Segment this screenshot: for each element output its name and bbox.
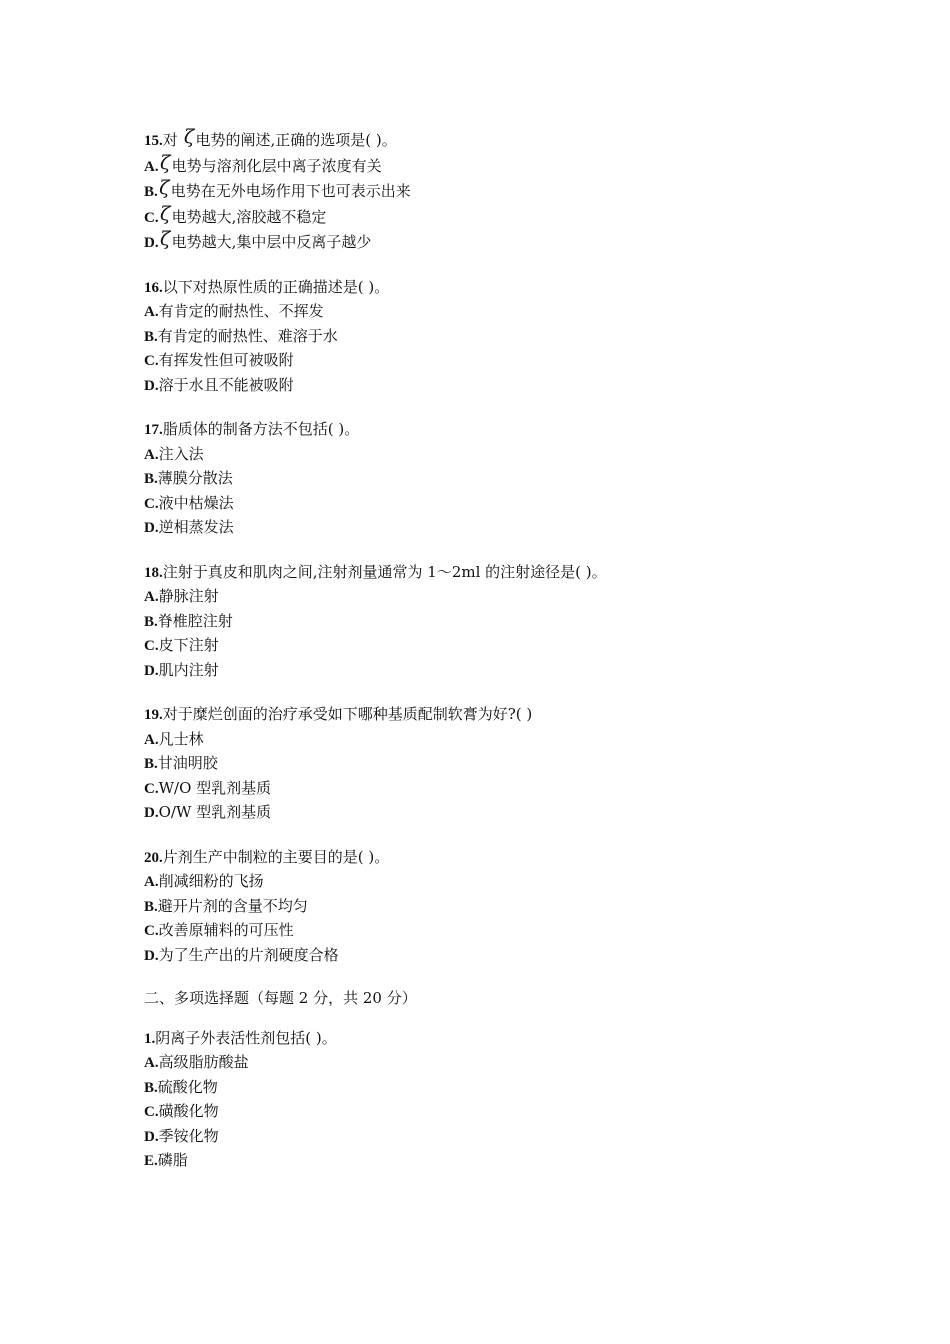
stem-text: 注射于真皮和肌肉之间,注射剂量通常为 1～2ml 的注射途径是( )。 (162, 562, 607, 581)
option-letter: E. (144, 1153, 158, 1169)
option-c (144, 1100, 824, 1125)
question-stem (144, 276, 824, 301)
zeta-symbol: ζ (159, 202, 171, 225)
option-letter: B. (144, 471, 158, 487)
option-b (144, 610, 824, 635)
question-15 (144, 128, 824, 256)
question-stem (144, 128, 824, 154)
option-letter: B. (144, 756, 158, 772)
option-c (144, 349, 824, 374)
option-letter: A. (144, 304, 159, 320)
option-letter: C. (144, 353, 159, 369)
option-text: 皮下注射 (158, 636, 219, 654)
option-letter: C. (144, 1104, 159, 1120)
option-text: 有肯定的耐热性、不挥发 (158, 302, 324, 320)
option-letter: C. (144, 780, 159, 797)
option-letter: A. (144, 589, 159, 605)
option-text: 静脉注射 (158, 587, 219, 605)
option-b (144, 1076, 824, 1101)
option-letter: A. (144, 874, 159, 890)
option-text: 电势越大,集中层中反离子越少 (171, 233, 372, 251)
option-text: 磷脂 (157, 1151, 188, 1169)
option-text: 注入法 (158, 444, 204, 463)
option-b (144, 179, 824, 205)
option-letter: B. (144, 184, 158, 200)
question-number: 20. (144, 849, 163, 866)
option-b (144, 467, 824, 492)
option-b (144, 752, 824, 777)
option-text: 改善原辅料的可压性 (158, 921, 294, 939)
zeta-symbol: ζ (183, 126, 195, 148)
option-letter: A. (144, 1055, 159, 1071)
option-b (144, 895, 824, 920)
option-letter: B. (144, 613, 158, 630)
option-c (144, 777, 824, 802)
multi-question-1 (144, 1027, 824, 1174)
option-a (144, 870, 824, 895)
question-20 (144, 846, 824, 969)
option-text: 凡士林 (158, 729, 204, 748)
option-d (144, 230, 824, 256)
option-d (144, 944, 824, 969)
section-heading: 二、多项选择题（每题 2 分，共 20 分） (144, 989, 417, 1007)
option-d (144, 374, 824, 399)
option-letter: D. (144, 1128, 159, 1145)
option-text: 逆相蒸发法 (158, 518, 234, 536)
stem-text: 对 (162, 131, 183, 149)
option-text: 有挥发性但可被吸附 (158, 351, 294, 369)
option-letter: B. (144, 1079, 158, 1096)
option-text: 季铵化物 (158, 1126, 219, 1145)
option-a (144, 443, 824, 468)
option-text: 电势越大,溶胶越不稳定 (171, 207, 327, 226)
option-letter: C. (144, 638, 159, 654)
question-number: 1. (144, 1030, 156, 1047)
question-16 (144, 276, 824, 399)
option-e (144, 1149, 824, 1174)
option-letter: A. (144, 446, 159, 463)
option-text: 溶于水且不能被吸附 (158, 375, 294, 394)
question-stem (144, 1027, 824, 1052)
option-letter: C. (144, 923, 159, 939)
zeta-symbol: ζ (159, 151, 171, 174)
option-d (144, 801, 824, 826)
option-b (144, 325, 824, 350)
question-stem (144, 561, 824, 586)
option-c (144, 634, 824, 659)
question-number: 17. (144, 422, 163, 438)
option-a (144, 585, 824, 610)
option-d (144, 516, 824, 541)
question-number: 19. (144, 707, 163, 723)
stem-text: 阴离子外表活性剂包括( )。 (155, 1028, 337, 1047)
option-letter: B. (144, 898, 158, 915)
option-text: 为了生产出的片剂硬度合格 (158, 945, 339, 964)
stem-text: 电势的阐述,正确的选项是( )。 (195, 131, 397, 149)
option-a (144, 728, 824, 753)
option-text: 避开片剂的含量不均匀 (157, 896, 308, 915)
option-text: O/W 型乳剂基质 (158, 803, 272, 821)
option-letter: B. (144, 328, 158, 345)
option-letter: A. (144, 731, 159, 748)
option-letter: D. (144, 947, 159, 964)
option-text: 电势在无外电场作用下也可表示出来 (170, 182, 411, 200)
option-a (144, 300, 824, 325)
option-letter: D. (144, 520, 159, 536)
question-17 (144, 418, 824, 541)
option-letter: D. (144, 377, 159, 394)
zeta-symbol: ζ (159, 177, 170, 199)
option-a (144, 1051, 824, 1076)
option-text: 薄膜分散法 (157, 469, 233, 487)
option-d (144, 1125, 824, 1150)
option-d (144, 659, 824, 684)
option-text: 削减细粉的飞扬 (158, 872, 264, 890)
stem-text: 片剂生产中制粒的主要目的是( )。 (162, 847, 390, 866)
question-number: 18. (144, 564, 163, 581)
option-c (144, 492, 824, 517)
question-19 (144, 703, 824, 826)
question-stem (144, 846, 824, 871)
option-c (144, 919, 824, 944)
option-letter: A. (144, 158, 159, 175)
document-page (144, 128, 824, 1194)
option-letter: C. (144, 495, 159, 512)
question-stem (144, 418, 824, 443)
option-letter: D. (144, 235, 159, 251)
option-text: 肌内注射 (158, 660, 219, 679)
option-c (144, 202, 824, 231)
option-text: 硫酸化物 (157, 1077, 218, 1096)
option-letter: D. (144, 805, 159, 821)
option-letter: D. (144, 662, 159, 679)
question-18 (144, 561, 824, 684)
zeta-symbol: ζ (159, 228, 171, 250)
option-text: W/O 型乳剂基质 (158, 778, 272, 797)
option-text: 电势与溶剂化层中离子浓度有关 (171, 156, 382, 175)
option-text: 高级脂肪酸盐 (158, 1053, 249, 1071)
question-stem (144, 703, 824, 728)
stem-text: 脂质体的制备方法不包括( )。 (162, 420, 360, 438)
option-text: 脊椎腔注射 (157, 611, 233, 630)
option-a (144, 151, 824, 180)
question-number: 16. (144, 279, 163, 296)
option-text: 磺酸化物 (158, 1102, 219, 1120)
stem-text: 以下对热原性质的正确描述是( )。 (162, 277, 390, 296)
stem-text: 对于糜烂创面的治疗承受如下哪种基质配制软膏为好?( ) (162, 705, 533, 723)
option-letter: C. (144, 209, 159, 226)
option-text: 液中枯燥法 (158, 493, 234, 512)
option-text: 有肯定的耐热性、难溶于水 (157, 326, 338, 345)
question-number: 15. (144, 133, 163, 149)
option-text: 甘油明胶 (157, 754, 218, 772)
